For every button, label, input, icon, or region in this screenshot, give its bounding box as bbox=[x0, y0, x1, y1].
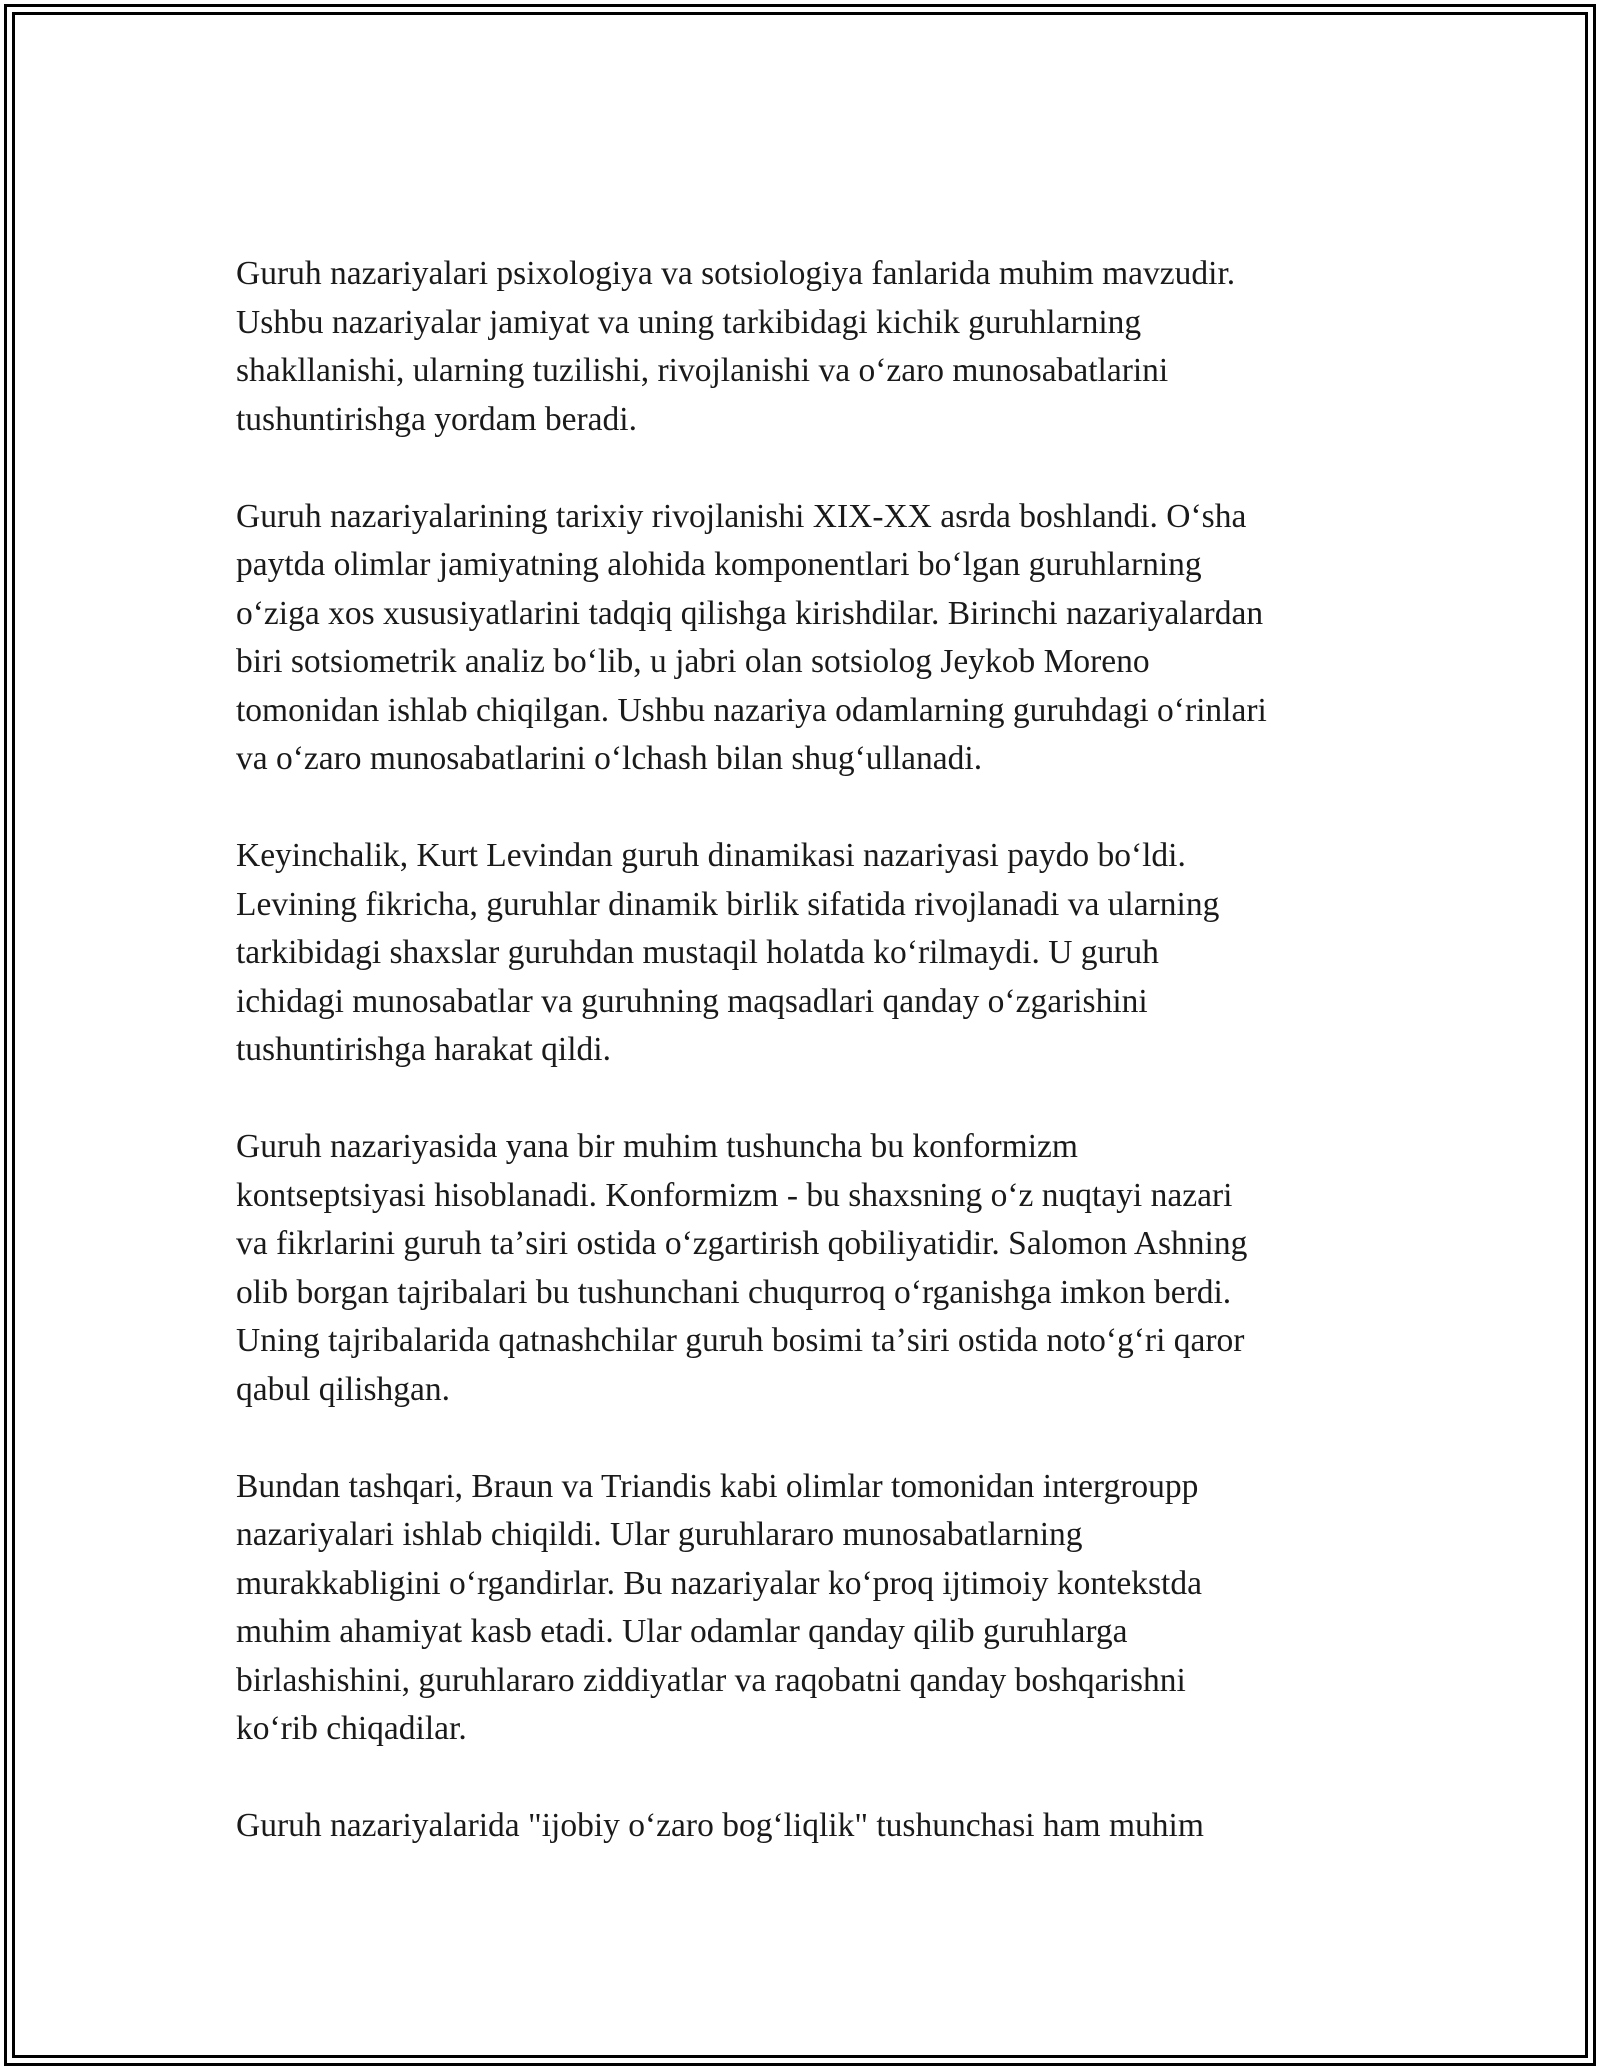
paragraph-intro bbox=[236, 250, 1396, 444]
text-line: olib borgan tajribalari bu tushunchani chuqurroq oʻrganishga imkon berdi. bbox=[236, 1273, 1232, 1311]
text-line: oʻziga xos xususiyatlarini tadqiq qilishga kirishdilar. Birinchi nazariyalardan bbox=[236, 594, 1264, 632]
document-body bbox=[236, 250, 1396, 1899]
text-line: Guruh nazariyalarining tarixiy rivojlanishi XIX-XX asrda boshlandi. Oʻsha bbox=[236, 497, 1247, 535]
text-line: Guruh nazariyasida yana bir muhim tushuncha bu konformizm bbox=[236, 1128, 1078, 1165]
text-line: biri sotsiometrik analiz boʻlib, u jabri olan sotsiolog Jeykob Moreno bbox=[236, 643, 1150, 680]
paragraph-conformism bbox=[236, 1123, 1396, 1414]
text-line: murakkabligini oʻrgandirlar. Bu nazariyalar koʻproq ijtimoiy kontekstda bbox=[236, 1564, 1202, 1602]
text-line: tomonidan ishlab chiqilgan. Ushbu nazariya odamlarning guruhdagi oʻrinlari bbox=[236, 691, 1267, 729]
text-line: birlashishini, guruhlararo ziddiyatlar va raqobatni qanday boshqarishni bbox=[236, 1661, 1186, 1699]
text-line: shakllanishi, ularning tuzilishi, rivojlanishi va oʻzaro munosabatlarini bbox=[236, 352, 1169, 389]
text-line: Uning tajribalarida qatnashchilar guruh bosimi taʼsiri ostida notoʻgʻri qaror bbox=[236, 1322, 1245, 1359]
paragraph-history bbox=[236, 493, 1396, 784]
text-line: Ushbu nazariyalar jamiyat va uning tarkibidagi kichik guruhlarning bbox=[236, 303, 1142, 341]
text-line: tarkibidagi shaxslar guruhdan mustaqil holatda koʻrilmaydi. U guruh bbox=[236, 934, 1159, 971]
paragraph-intergroup bbox=[236, 1463, 1396, 1754]
text-line: Guruh nazariyalari psixologiya va sotsiologiya fanlarida muhim mavzudir. bbox=[236, 255, 1236, 292]
text-line: va oʻzaro munosabatlarini oʻlchash bilan shugʻullanadi. bbox=[236, 740, 983, 777]
text-line: Bundan tashqari, Braun va Triandis kabi olimlar tomonidan intergroupp bbox=[236, 1467, 1199, 1505]
text-line: kontseptsiyasi hisoblanadi. Konformizm - bu shaxsning oʻz nuqtayi nazari bbox=[236, 1176, 1233, 1214]
text-line: koʻrib chiqadilar. bbox=[236, 1710, 467, 1747]
paragraph-interdependence bbox=[236, 1802, 1396, 1851]
text-line: paytda olimlar jamiyatning alohida komponentlari boʻlgan guruhlarning bbox=[236, 546, 1202, 583]
text-line: Levining fikricha, guruhlar dinamik birlik sifatida rivojlanadi va ularning bbox=[236, 885, 1220, 923]
text-line: va fikrlarini guruh taʼsiri ostida oʻzgartirish qobiliyatidir. Salomon Ashning bbox=[236, 1225, 1248, 1262]
text-line: muhim ahamiyat kasb etadi. Ular odamlar qanday qilib guruhlarga bbox=[236, 1613, 1128, 1650]
text-line: ichidagi munosabatlar va guruhning maqsadlari qanday oʻzgarishini bbox=[236, 982, 1148, 1020]
text-line: Keyinchalik, Kurt Levindan guruh dinamikasi nazariyasi paydo boʻldi. bbox=[236, 837, 1186, 874]
text-line: tushuntirishga yordam beradi. bbox=[236, 400, 637, 438]
text-line: nazariyalari ishlab chiqildi. Ular guruhlararo munosabatlarning bbox=[236, 1516, 1083, 1553]
paragraph-dynamics bbox=[236, 832, 1396, 1075]
text-line: Guruh nazariyalarida "ijobiy oʻzaro bogʻliqlik" tushunchasi ham muhim bbox=[236, 1807, 1204, 1844]
text-line: qabul qilishgan. bbox=[236, 1370, 451, 1408]
text-line: tushuntirishga harakat qildi. bbox=[236, 1031, 611, 1068]
